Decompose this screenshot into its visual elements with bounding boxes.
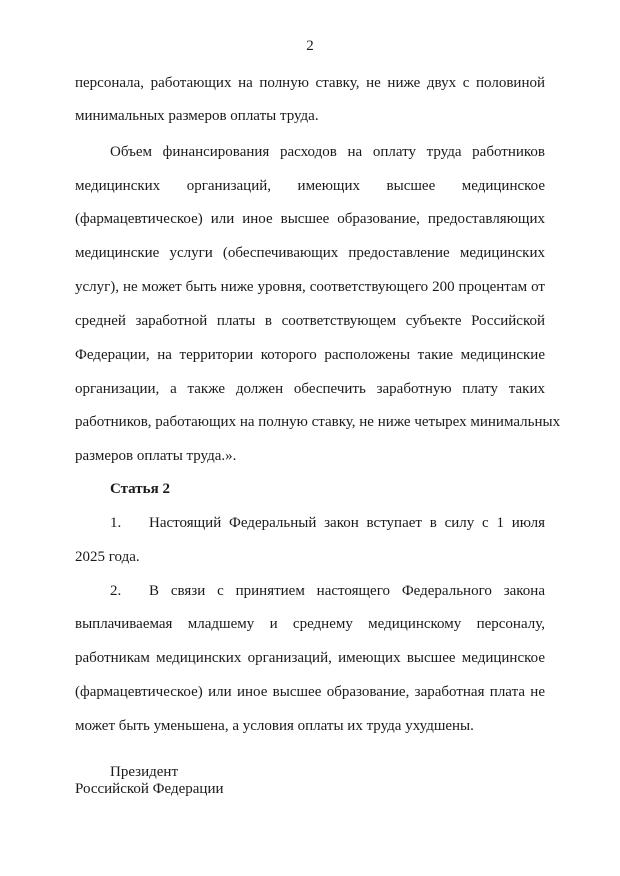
text-line: Объем финансирования расходов на оплату труда работников [110,144,545,160]
item-number: 1. [110,515,122,531]
text-line: выплачиваемая младшему и среднему медицинскому персоналу, [75,616,545,632]
text-line: 2025 года. [75,549,140,565]
article-heading: Статья 2 [110,481,170,497]
page-number: 2 [306,38,314,54]
text-line: (фармацевтическое) или иное высшее образование, заработная плата не [75,684,545,700]
text-line: медицинских организаций, имеющих высшее медицинское [75,178,545,194]
text-line: работников, работающих на полную ставку, не ниже четырех минимальных [75,414,561,430]
text-line: работникам медицинских организаций, имеющих высшее медицинское [75,650,545,666]
text-line: средней заработной платы в соответствующем субъекте Российской [75,313,545,329]
signature-title: Президент [110,764,178,780]
text-line: организации, а также должен обеспечить заработную плату таких [75,381,545,397]
text-line: медицинские услуги (обеспечивающих предоставление медицинских [75,245,545,261]
text-line: может быть уменьшена, а условия оплаты их труда ухудшены. [75,718,474,734]
text-line: персонала, работающих на полную ставку, не ниже двух с половиной [75,75,545,91]
text-line: В связи с принятием настоящего Федерального закона [149,583,545,599]
text-line: минимальных размеров оплаты труда. [75,108,319,124]
signature-organization: Российской Федерации [75,781,224,797]
text-line: услуг), не может быть ниже уровня, соответствующего 200 процентам от [75,279,545,295]
text-line: Настоящий Федеральный закон вступает в силу с 1 июля [149,515,545,531]
text-line: (фармацевтическое) или иное высшее образование, предоставляющих [75,211,545,227]
item-number: 2. [110,583,122,599]
text-line: Федерации, на территории которого расположены такие медицинские [75,347,545,363]
text-line: размеров оплаты труда.». [75,448,237,464]
